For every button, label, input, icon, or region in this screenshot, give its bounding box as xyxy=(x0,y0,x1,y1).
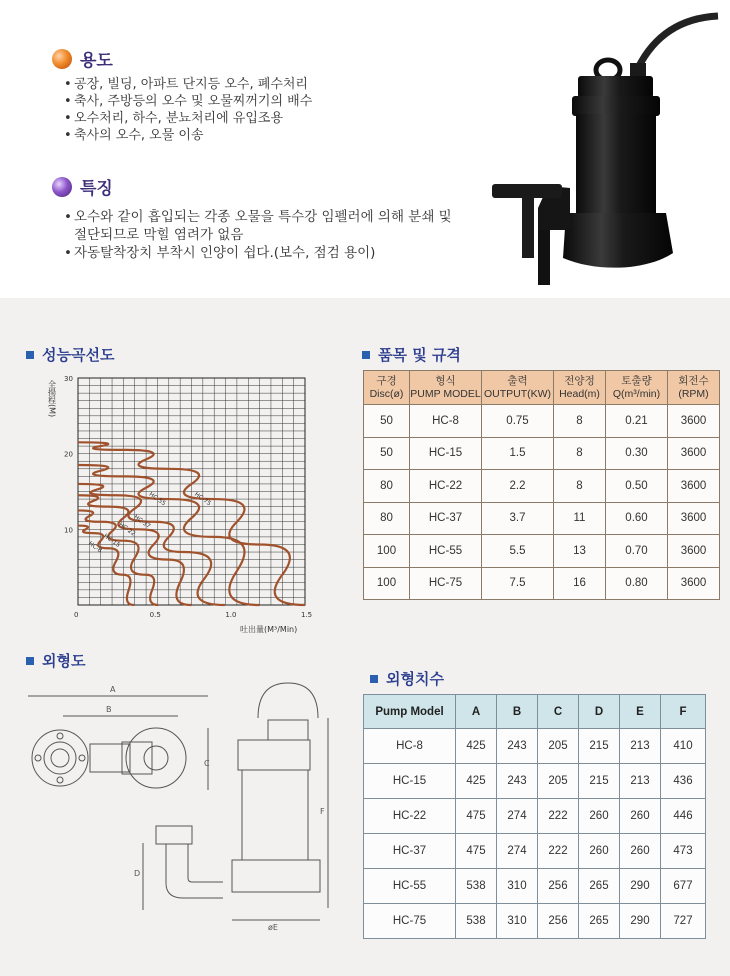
dims-cell: 290 xyxy=(620,904,661,939)
features-item: • 자동탈착장치 부착시 인양이 쉽다.(보수, 점검 용이) xyxy=(64,244,464,262)
x-tick-label: 1.0 xyxy=(225,611,237,619)
spec-header-row xyxy=(364,371,720,405)
purple-ball-icon xyxy=(52,177,72,197)
features-item: • 오수와 같이 흡입되는 각종 오물을 특수강 임펠러에 의해 분쇄 및 절단되므로 막힐 염려가 없음 xyxy=(64,208,464,244)
spec-cell: 13 xyxy=(554,535,606,568)
series-label: HC-75 xyxy=(193,490,213,508)
dims-cell: 410 xyxy=(661,729,706,764)
dims-cell: 222 xyxy=(538,834,579,869)
usage-list xyxy=(64,76,464,144)
x-tick-label: 0 xyxy=(74,611,79,619)
spec-cell: 8 xyxy=(554,470,606,503)
spec-cell: 0.30 xyxy=(606,437,668,470)
spec-heading xyxy=(362,344,461,365)
y-tick-label: 30 xyxy=(64,375,73,383)
spec-cell: HC-8 xyxy=(410,405,482,438)
dims-cell: 436 xyxy=(661,764,706,799)
dims-header-row xyxy=(364,695,706,729)
spec-cell: 50 xyxy=(364,437,410,470)
spec-cell: 80 xyxy=(364,470,410,503)
series-label: HC-37 xyxy=(132,513,152,531)
dims-cell: HC-15 xyxy=(364,764,456,799)
spec-header-cell: 형식 PUMP MODEL xyxy=(410,371,482,405)
performance-heading xyxy=(26,344,114,365)
spec-cell: 0.50 xyxy=(606,470,668,503)
dims-cell: 205 xyxy=(538,764,579,799)
dims-cell: 260 xyxy=(579,799,620,834)
usage-title: 용도 xyxy=(80,51,113,71)
usage-item: • 축사의 오수, 오물 이송 xyxy=(64,127,464,144)
dims-header-cell: E xyxy=(620,695,661,729)
dim-label-f: F xyxy=(320,807,325,816)
spec-cell: 11 xyxy=(554,502,606,535)
spec-cell: HC-75 xyxy=(410,567,482,600)
spec-header-cell: 출력 OUTPUT(KW) xyxy=(482,371,554,405)
dims-cell: 215 xyxy=(579,764,620,799)
spec-row xyxy=(364,567,720,600)
dims-cell: 256 xyxy=(538,869,579,904)
dim-label-e: øE xyxy=(268,923,278,932)
outline-heading xyxy=(26,650,85,671)
dims-cell: 677 xyxy=(661,869,706,904)
spec-cell: 0.60 xyxy=(606,502,668,535)
dims-header-cell: D xyxy=(579,695,620,729)
spec-cell: 5.5 xyxy=(482,535,554,568)
spec-cell: HC-55 xyxy=(410,535,482,568)
spec-cell: 8 xyxy=(554,437,606,470)
features-list xyxy=(64,208,464,262)
dims-cell: 727 xyxy=(661,904,706,939)
series-label: HC-8 xyxy=(87,540,104,555)
spec-cell: 3.7 xyxy=(482,502,554,535)
pump-top-circle xyxy=(126,728,186,788)
dims-cell: HC-55 xyxy=(364,869,456,904)
dims-cell: 473 xyxy=(661,834,706,869)
y-tick-label: 20 xyxy=(64,450,73,459)
dims-cell: 310 xyxy=(497,904,538,939)
series-label: HC-55 xyxy=(147,490,167,508)
spec-header-cell: 전양정 Head(m) xyxy=(554,371,606,405)
spec-cell: 3600 xyxy=(668,567,720,600)
spec-cell: 3600 xyxy=(668,405,720,438)
dims-cell: 265 xyxy=(579,904,620,939)
x-axis-label: 吐出量(M³/Min) xyxy=(240,625,298,634)
dimensions-heading xyxy=(370,668,444,689)
dims-row xyxy=(364,904,706,939)
spec-header-cell: 회전수 (RPM) xyxy=(668,371,720,405)
dims-cell: 215 xyxy=(579,729,620,764)
spec-cell: 1.5 xyxy=(482,437,554,470)
spec-cell: 3600 xyxy=(668,535,720,568)
spec-table xyxy=(363,370,720,600)
spec-row xyxy=(364,437,720,470)
dimensions-table xyxy=(363,694,706,939)
pump-photo xyxy=(478,8,728,290)
dims-cell: 274 xyxy=(497,834,538,869)
dims-cell: HC-37 xyxy=(364,834,456,869)
dim-label-a: A xyxy=(110,685,116,694)
dims-cell: 538 xyxy=(456,869,497,904)
dims-cell: 256 xyxy=(538,904,579,939)
dims-header-cell: Pump Model xyxy=(364,695,456,729)
square-bullet-icon xyxy=(362,351,370,359)
outline-drawing xyxy=(18,678,338,946)
spec-cell: HC-37 xyxy=(410,502,482,535)
square-bullet-icon xyxy=(26,351,34,359)
dims-cell: 260 xyxy=(620,799,661,834)
dims-cell: 260 xyxy=(579,834,620,869)
dims-cell: 425 xyxy=(456,729,497,764)
chart-grid xyxy=(78,378,305,605)
spec-cell: 3600 xyxy=(668,470,720,503)
dims-row xyxy=(364,729,706,764)
dims-header-cell: B xyxy=(497,695,538,729)
spec-cell: 2.2 xyxy=(482,470,554,503)
spec-cell: 0.70 xyxy=(606,535,668,568)
dims-row xyxy=(364,764,706,799)
dims-header-cell: F xyxy=(661,695,706,729)
dims-cell: 260 xyxy=(620,834,661,869)
spec-row xyxy=(364,470,720,503)
spec-cell: 100 xyxy=(364,567,410,600)
dims-cell: 243 xyxy=(497,764,538,799)
usage-item: • 축사, 주방등의 오수 및 오물찌꺼기의 배수 xyxy=(64,93,464,110)
spec-cell: HC-15 xyxy=(410,437,482,470)
spec-cell: 8 xyxy=(554,405,606,438)
dims-cell: 310 xyxy=(497,869,538,904)
y-axis-label: 全揚程(M) xyxy=(47,380,57,418)
dims-cell: HC-75 xyxy=(364,904,456,939)
spec-cell: 0.21 xyxy=(606,405,668,438)
usage-item: • 오수처리, 하수, 분뇨처리에 유입조용 xyxy=(64,110,464,127)
dims-cell: 290 xyxy=(620,869,661,904)
series-label: HC-15 xyxy=(102,532,122,549)
dims-row xyxy=(364,869,706,904)
flange-circle xyxy=(32,730,88,786)
features-heading xyxy=(52,174,113,199)
top-section xyxy=(0,0,730,298)
dims-cell: 243 xyxy=(497,729,538,764)
usage-heading xyxy=(52,46,113,71)
spec-cell: HC-22 xyxy=(410,470,482,503)
dims-cell: 446 xyxy=(661,799,706,834)
spec-row xyxy=(364,535,720,568)
spec-cell: 3600 xyxy=(668,502,720,535)
orange-ball-icon xyxy=(52,49,72,69)
dims-cell: 475 xyxy=(456,799,497,834)
spec-cell: 3600 xyxy=(668,437,720,470)
spec-cell: 0.80 xyxy=(606,567,668,600)
dims-row xyxy=(364,799,706,834)
spec-cell: 80 xyxy=(364,502,410,535)
dims-row xyxy=(364,834,706,869)
spec-row xyxy=(364,405,720,438)
dimensions-title: 외형치수 xyxy=(386,670,444,688)
dims-cell: 213 xyxy=(620,764,661,799)
usage-item: • 공장, 빌딩, 아파트 단지등 오수, 폐수처리 xyxy=(64,76,464,93)
dims-cell: 222 xyxy=(538,799,579,834)
y-tick-label: 10 xyxy=(64,526,73,535)
dims-cell: 538 xyxy=(456,904,497,939)
x-tick-label: 0.5 xyxy=(149,611,161,619)
features-title: 특징 xyxy=(80,179,113,199)
spec-cell: 7.5 xyxy=(482,567,554,600)
x-tick-label: 1.5 xyxy=(301,611,313,619)
dims-cell: HC-8 xyxy=(364,729,456,764)
spec-cell: 16 xyxy=(554,567,606,600)
spec-cell: 0.75 xyxy=(482,405,554,438)
dims-cell: 213 xyxy=(620,729,661,764)
dims-cell: 274 xyxy=(497,799,538,834)
outline-title: 외형도 xyxy=(42,652,86,670)
spec-row xyxy=(364,502,720,535)
spec-cell: 50 xyxy=(364,405,410,438)
spec-header-cell: 구경 Disc(ø) xyxy=(364,371,410,405)
dims-header-cell: A xyxy=(456,695,497,729)
dims-cell: HC-22 xyxy=(364,799,456,834)
spec-title: 품목 및 규격 xyxy=(378,346,461,364)
dims-cell: 425 xyxy=(456,764,497,799)
spec-header-cell: 토출량 Q(m³/min) xyxy=(606,371,668,405)
spec-cell: 100 xyxy=(364,535,410,568)
dims-header-cell: C xyxy=(538,695,579,729)
dim-label-b: B xyxy=(106,705,112,714)
series-label: HC-22 xyxy=(117,521,137,538)
dim-label-d: D xyxy=(134,869,141,878)
performance-title: 성능곡선도 xyxy=(42,346,115,364)
square-bullet-icon xyxy=(370,675,378,683)
dims-cell: 205 xyxy=(538,729,579,764)
dim-label-c: C xyxy=(204,759,210,768)
cable-curve xyxy=(258,683,318,718)
dims-cell: 475 xyxy=(456,834,497,869)
performance-chart xyxy=(40,370,340,640)
dims-cell: 265 xyxy=(579,869,620,904)
square-bullet-icon xyxy=(26,657,34,665)
